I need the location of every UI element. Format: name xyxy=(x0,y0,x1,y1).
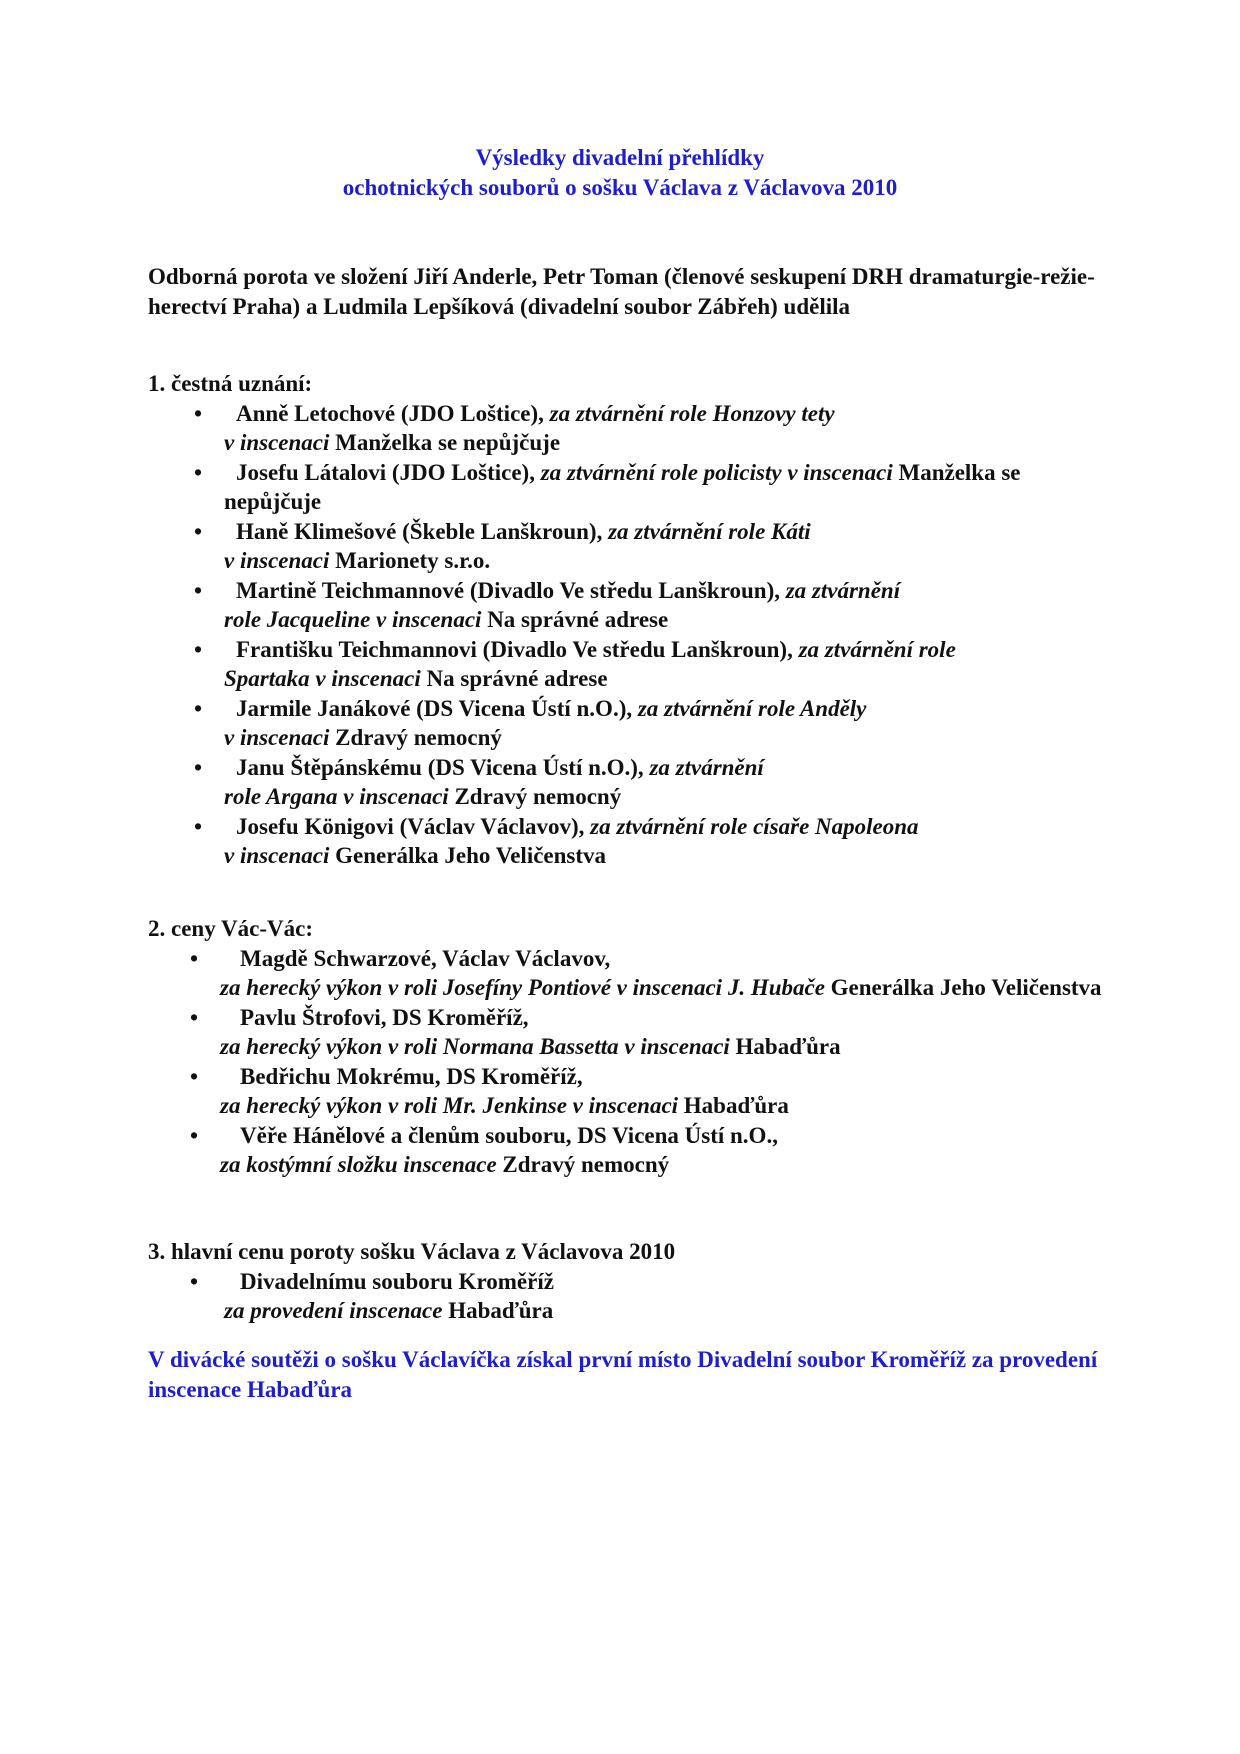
bullet-icon: • xyxy=(190,945,199,971)
award-role: za herecký výkon v roli Normana Bassetta v inscenaci xyxy=(220,1034,730,1059)
section-heading: 2. ceny Vác-Vác: xyxy=(148,916,313,941)
list-item xyxy=(148,458,1108,517)
bullet-icon: • xyxy=(190,1063,199,1089)
play-title: Generálka Jeho Veličenstva xyxy=(335,843,607,868)
list-item xyxy=(148,399,1108,458)
play-title: Zdravý nemocný xyxy=(335,725,502,750)
section-vac-vac-awards xyxy=(148,914,1108,1180)
bullet-icon: • xyxy=(190,1004,199,1030)
award-context: v inscenaci xyxy=(224,843,330,868)
award-role: za ztvárnění xyxy=(785,577,901,603)
award-role: za ztvárnění role Honzovy tety xyxy=(549,400,835,426)
list-item xyxy=(148,753,1108,812)
awardee-name: Věře Hánělové a členům souboru, DS Vicena Ústí n.O., xyxy=(240,1122,778,1148)
award-context: role Argana v inscenaci xyxy=(224,784,449,809)
play-title: Generálka Jeho Veličenstva xyxy=(830,975,1102,1000)
play-title: Habaďůra xyxy=(735,1034,841,1059)
bullet-icon: • xyxy=(194,577,203,603)
awardee-name: Pavlu Štrofovi, DS Kroměříž, xyxy=(240,1004,529,1030)
main-prize-list xyxy=(148,1267,1108,1326)
award-role: za ztvárnění role xyxy=(798,636,956,662)
award-context: v inscenaci xyxy=(224,548,330,573)
awardee-name: Anně Letochové (JDO Loštice) xyxy=(236,400,539,426)
awardee-name: Martině Teichmannové (Divadlo Ve středu Lanškroun), xyxy=(236,577,780,603)
bullet-icon: • xyxy=(194,459,203,485)
award-context: Spartaka v inscenaci xyxy=(224,666,421,691)
play-title: Marionety s.r.o. xyxy=(335,548,491,573)
play-title: Habaďůra xyxy=(683,1093,789,1118)
play-title: Habaďůra xyxy=(448,1298,554,1323)
list-item xyxy=(148,1121,1108,1180)
award-role: za ztvárnění role Anděly xyxy=(637,695,867,721)
award-role: za ztvárnění role policisty v inscenaci xyxy=(540,459,893,485)
bullet-icon: • xyxy=(194,695,203,721)
awardee-name: Františku Teichmannovi (Divadlo Ve středu Lanškroun), xyxy=(236,636,793,662)
awardee-name: Divadelnímu souboru Kroměříž xyxy=(240,1268,554,1294)
awardee-name: Josefu Látalovi (JDO Loštice) xyxy=(236,459,530,485)
play-title: Na správné adrese xyxy=(426,666,608,691)
section-main-jury-prize xyxy=(148,1237,1108,1326)
list-item xyxy=(148,576,1108,635)
award-role: za provedení inscenace xyxy=(224,1298,443,1323)
list-item xyxy=(148,517,1108,576)
jury-intro-paragraph: Odborná porota ve složení Jiří Anderle, Petr Toman (členové seskupení DRH dramaturgie-režie-herectví Praha) a Ludmila Lepšíková (divadelní soubor Zábřeh) udělila xyxy=(148,264,1095,319)
separator: , xyxy=(596,518,609,544)
award-role: za kostýmní složku inscenace xyxy=(220,1152,497,1177)
bullet-icon: • xyxy=(194,813,203,839)
vac-vac-awards-list xyxy=(148,944,1108,1180)
play-title: Manželka se nepůjčuje xyxy=(335,430,561,455)
award-role: za ztvárnění xyxy=(649,754,764,780)
award-context: v inscenaci xyxy=(224,725,330,750)
award-context: role Jacqueline v inscenaci xyxy=(224,607,482,632)
title-line-1: Výsledky divadelní přehlídky xyxy=(475,145,765,170)
play-title: Manželka se nepůjčuje xyxy=(224,459,1021,514)
title-line-2: ochotnických souborů o sošku Václava z Václavova 2010 xyxy=(342,175,898,200)
play-title: Zdravý nemocný xyxy=(454,784,622,809)
bullet-icon: • xyxy=(190,1268,199,1294)
awardee-name: Josefu Königovi (Václav Václavov), xyxy=(236,813,585,839)
list-item xyxy=(148,812,1108,871)
section-heading: 3. hlavní cenu poroty sošku Václava z Václavova 2010 xyxy=(148,1239,676,1264)
award-role: za ztvárnění role císaře Napoleona xyxy=(590,813,919,839)
awardee-name: Jarmile Janákové (DS Vicena Ústí n.O.), xyxy=(236,695,633,721)
awardee-name: Magdě Schwarzové, Václav Václavov, xyxy=(240,945,611,971)
bullet-icon: • xyxy=(194,754,203,780)
play-title: Na správné adrese xyxy=(487,607,669,632)
list-item xyxy=(148,1003,1108,1062)
award-role: za herecký výkon v roli Josefíny Pontiové v inscenaci J. Hubače xyxy=(220,975,825,1000)
bullet-icon: • xyxy=(194,518,203,544)
list-item xyxy=(148,635,1108,694)
separator: , xyxy=(538,400,550,426)
separator: , xyxy=(529,459,541,485)
honorable-mentions-list xyxy=(148,399,1108,871)
audience-award-note: V divácké soutěži o sošku Václavíčka získal první místo Divadelní soubor Kroměříž za provedení inscenace Habaďůra xyxy=(148,1347,1098,1402)
section-heading: 1. čestná uznání: xyxy=(148,371,313,396)
bullet-icon: • xyxy=(194,636,203,662)
play-title: Zdravý nemocný xyxy=(502,1152,670,1177)
document-title xyxy=(0,143,1240,203)
awardee-name: Bedřichu Mokrému, DS Kroměříž, xyxy=(240,1063,583,1089)
list-item xyxy=(148,944,1108,1003)
awardee-name: Haně Klimešové (Škeble Lanškroun) xyxy=(236,518,597,544)
award-role: za herecký výkon v roli Mr. Jenkinse v inscenaci xyxy=(220,1093,679,1118)
award-role: za ztvárnění role Káti xyxy=(608,518,811,544)
list-item xyxy=(148,1062,1108,1121)
section-honorable-mentions xyxy=(148,369,1108,871)
bullet-icon: • xyxy=(194,400,203,426)
award-context: v inscenaci xyxy=(224,430,330,455)
bullet-icon: • xyxy=(190,1122,199,1148)
list-item xyxy=(148,694,1108,753)
list-item xyxy=(148,1267,1108,1326)
awardee-name: Janu Štěpánskému (DS Vicena Ústí n.O.), xyxy=(236,754,644,780)
